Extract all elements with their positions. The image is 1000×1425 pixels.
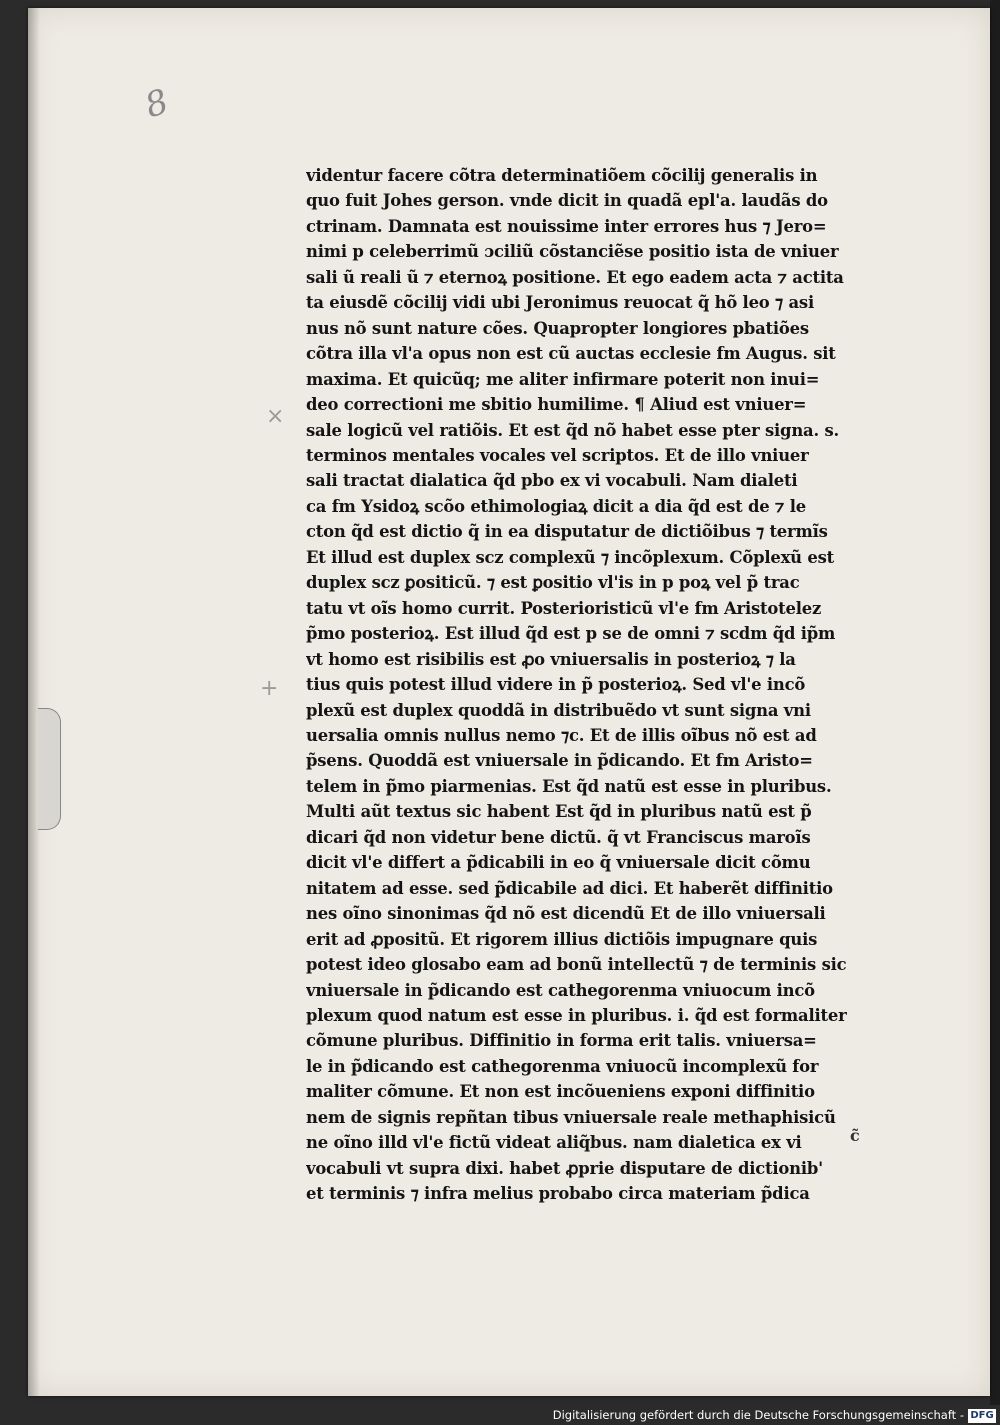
margin-mark: × (266, 404, 285, 429)
manuscript-page (28, 8, 990, 1396)
dfg-logo: DFG (968, 1409, 996, 1423)
text-line: ne oĩno illd vl'e fictũ videat aliq̃bus. nam dialetica ex vi (306, 1133, 802, 1153)
text-line: deo correctioni me sbitio humilime. ¶ Aliud est vniuer= (306, 395, 807, 415)
text-line: nus nõ sunt nature cões. Quapropter longiores pbatiões (306, 318, 809, 338)
text-line: Multi aũt textus sic habent Est q̃d in pluribus natũ est p̃ (306, 802, 812, 822)
binding-notch (38, 708, 61, 830)
text-line: nes oĩno sinonimas q̃d nõ est dicendũ Et de illo vniuersali (306, 904, 826, 924)
text-line: quo fuit Johes gerson. vnde dicit in quadã epl'a. laudãs do (306, 191, 828, 211)
text-line: nem de signis repñtan tibus vniuersale reale methaphisicũ (306, 1107, 836, 1127)
text-line: ca fm Ysidoꝝ scõo ethimologiaꝝ dicit a dia q̃d est de ⁊ le (306, 496, 806, 516)
text-line: maxima. Et quicũq; me aliter infirmare poterit non inui= (306, 369, 820, 389)
text-line: nitatem ad esse. sed p̃dicabile ad dici. Et haberẽt diffinitio (306, 878, 833, 898)
text-line: tatu vt oĩs homo currit. Posterioristicũ vl'e fm Aristotelez (306, 598, 822, 618)
margin-mark: + (260, 676, 279, 701)
text-line: sali ũ reali ũ ⁊ eternoꝝ positione. Et ego eadem acta ⁊ actita (306, 267, 844, 287)
text-line: nimi p celeberrimũ ɔciliũ cõstanciẽse positio ista de vniuer (306, 242, 839, 262)
signature-mark: c̃ (850, 1126, 860, 1145)
text-line: sale logicũ vel ratiõis. Et est q̃d nõ habet esse pter signa. s. (306, 420, 840, 440)
text-line: cõtra illa vl'a opus non est cũ auctas ecclesie fm Augus. sit (306, 344, 836, 364)
text-line: maliter cõmune. Et non est incõueniens exponi diffinitio (306, 1082, 815, 1102)
text-line: sali tractat dialatica q̃d pbo ex vi vocabuli. Nam dialeti (306, 471, 798, 491)
text-line: telem in p̃mo piarmenias. Est q̃d natũ est esse in pluribus. (306, 776, 832, 796)
text-line: ta eiusdẽ cõcilij vidi ubi Jeronimus reuocat q̃ hõ leo ⁊ asi (306, 293, 814, 313)
text-line: et terminis ⁊ infra melius probabo circa materiam p̃dica (306, 1184, 810, 1204)
footer-bar (0, 1405, 1000, 1425)
text-line: videntur facere cõtra determinatiõem cõcilij generalis in (306, 166, 818, 185)
text-line: terminos mentales vocales vel scriptos. Et de illo vniuer (306, 445, 809, 465)
text-line: p̃mo posterioꝝ. Est illud q̃d est p se de omni ⁊ scdm q̃d ip̃m (306, 624, 836, 644)
text-line: ctrinam. Damnata est nouissime inter errores hus ⁊ Jero= (306, 216, 827, 236)
scan-edge (990, 0, 1000, 1405)
text-line: tius quis potest illud videre in p̃ posterioꝝ. Sed vl'e incõ (306, 675, 806, 695)
text-line: duplex scz ꝑositicũ. ⁊ est ꝑositio vl'is in p poꝝ vel p̃ trac (306, 573, 800, 593)
text-line: dicit vl'e differt a p̃dicabili in eo q̃ vniuersale dicit cõmu (306, 853, 811, 873)
footer-credit: Digitalisierung gefördert durch die Deutsche Forschungsgemeinschaft - (552, 1408, 964, 1422)
text-line: plexũ est duplex quoddã in distribuẽdo vt sunt signa vni (306, 700, 811, 720)
printed-text-block (306, 163, 896, 1207)
text-line: potest ideo glosabo eam ad bonũ intellectũ ⁊ de terminis sic (306, 955, 847, 975)
text-line: le in p̃dicando est cathegorenma vniuocũ incomplexũ for (306, 1056, 819, 1076)
text-line: Et illud est duplex scz complexũ ⁊ incõplexum. Cõplexũ est (306, 547, 835, 567)
text-line: dicari q̃d non videtur bene dictũ. q̃ vt Franciscus maroĩs (306, 827, 811, 847)
text-line: cõmune pluribus. Diffinitio in forma erit talis. vniuersa= (306, 1031, 817, 1051)
text-line: plexum quod natum est esse in pluribus. i. q̃d est formaliter (306, 1005, 847, 1025)
pencil-folio-mark: 8 (140, 81, 174, 127)
text-line: erit ad ꝓpositũ. Et rigorem illius dictiõis impugnare quis (306, 929, 818, 949)
text-line: vocabuli vt supra dixi. habet ꝓprie disputare de dictionib' (306, 1158, 823, 1178)
text-line: vniuersale in p̃dicando est cathegorenma vniuocum incõ (306, 980, 815, 1000)
text-line: cton q̃d est dictio q̃ in ea disputatur de dictiõibus ⁊ termĩs (306, 522, 828, 542)
text-line: vt homo est risibilis est ꝓo vniuersalis in posterioꝝ ⁊ la (306, 649, 796, 669)
text-line: uersalia omnis nullus nemo ⁊c. Et de illis oĩbus nõ est ad (306, 725, 817, 745)
text-line: p̃sens. Quoddã est vniuersale in p̃dicando. Et fm Aristo= (306, 751, 813, 771)
